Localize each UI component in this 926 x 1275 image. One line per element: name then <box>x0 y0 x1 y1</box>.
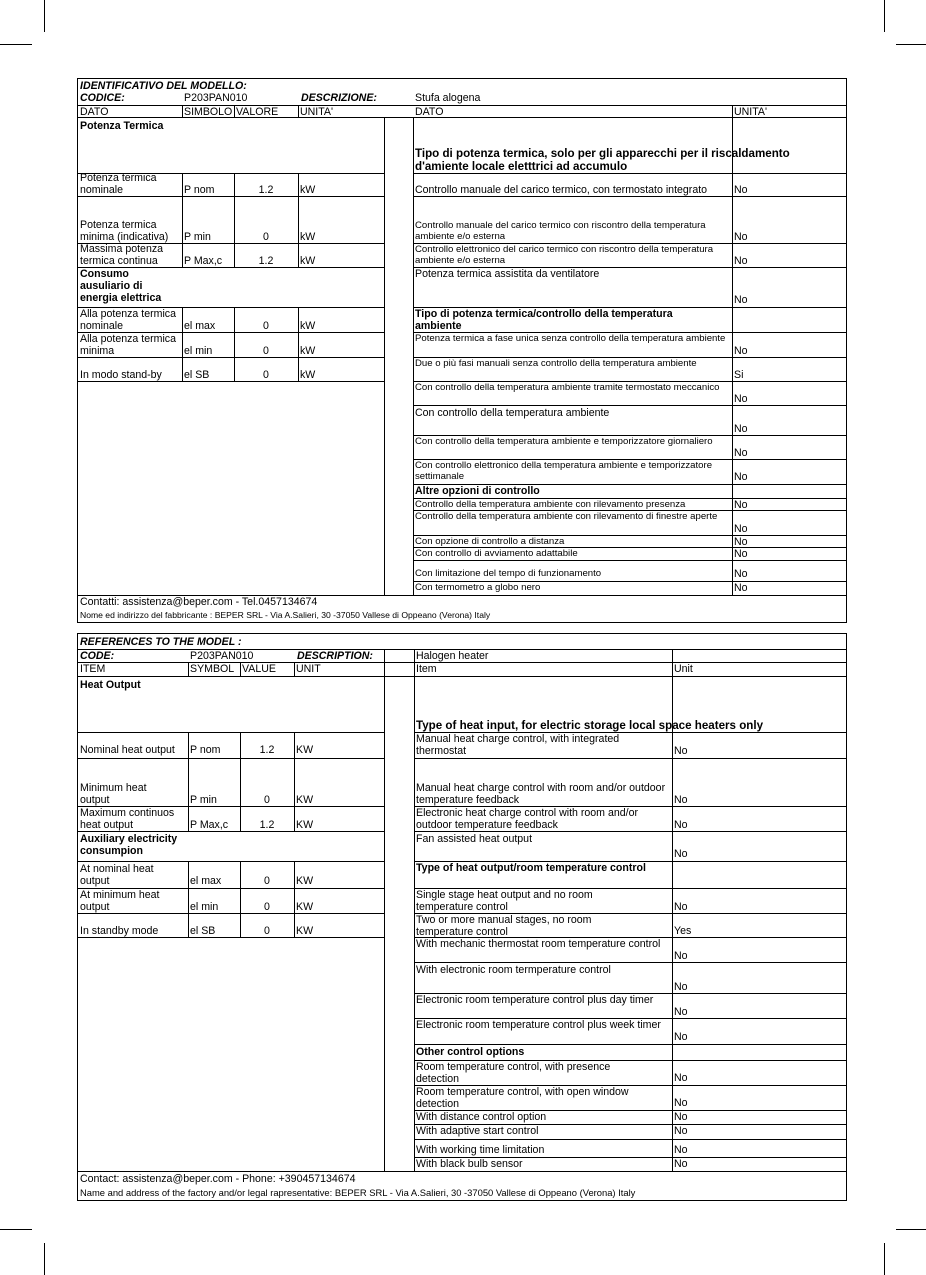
column-header: UNITA' <box>734 106 768 118</box>
row-symbol: el min <box>190 901 219 913</box>
column-header: ITEM <box>80 663 106 675</box>
code-label: CODICE: <box>80 92 125 104</box>
section-heading: Other control options <box>416 1046 525 1058</box>
row-symbol: el min <box>184 345 213 357</box>
description-value: Stufa alogena <box>415 92 481 104</box>
row-label: Con controllo elettronico della temperatura ambiente e temporizzatore settimanale <box>415 460 713 482</box>
crop-mark <box>896 1229 926 1230</box>
row-value: No <box>674 819 688 831</box>
description-value: Halogen heater <box>416 650 489 662</box>
row-label: In modo stand-by <box>80 369 162 381</box>
row-value: 0 <box>264 875 270 887</box>
row-unit: kW <box>300 231 316 243</box>
column-header: DATO <box>80 106 109 118</box>
row-label: Alla potenza termica minima <box>80 333 176 357</box>
row-value: No <box>674 848 688 860</box>
column-header: UNITA' <box>300 106 334 118</box>
row-label: Single stage heat output and no room temperature control <box>416 889 593 913</box>
row-unit: KW <box>296 925 314 937</box>
row-label: With working time limitation <box>416 1144 545 1156</box>
column-header: Unit <box>674 663 693 675</box>
row-label: With black bulb sensor <box>416 1158 523 1170</box>
description-label: DESCRIZIONE: <box>301 92 377 104</box>
row-value: 1.2 <box>259 819 275 831</box>
row-label: Potenza termica assistita da ventilatore <box>415 268 600 280</box>
row-label: Room temperature control, with open window detection <box>416 1086 629 1110</box>
model-id-title: REFERENCES TO THE MODEL : <box>80 636 242 648</box>
row-unit: kW <box>300 255 316 267</box>
row-symbol: P Max,c <box>184 255 223 267</box>
row-value: No <box>734 184 748 196</box>
crop-mark <box>0 1229 32 1230</box>
column-header: VALUE <box>242 663 276 675</box>
row-label: At nominal heat output <box>80 863 154 887</box>
row-value: No <box>734 568 748 580</box>
row-value: No <box>734 231 748 243</box>
row-label: Potenza termica nominale <box>80 172 157 196</box>
section-heading: Tipo di potenza termica, solo per gli apparecchi per il riscaldamento d'amiente locale eletttrici ad accumulo <box>415 147 790 173</box>
column-header: Item <box>416 663 437 675</box>
section-heading: Consumo ausuliario di energia elettrica <box>80 268 162 304</box>
row-symbol: P nom <box>184 184 215 196</box>
crop-mark <box>0 44 32 45</box>
row-unit: kW <box>300 345 316 357</box>
column-header: VALORE <box>236 106 279 118</box>
contact-line: Contact: assistenza@beper.com - Phone: +390457134674 <box>80 1173 356 1185</box>
row-value: No <box>734 499 748 511</box>
row-value: 0 <box>263 320 269 332</box>
row-value: No <box>734 294 748 306</box>
row-label: Maximum continuos heat output <box>80 807 175 831</box>
section-heading: Auxiliary electricity consumpion <box>80 833 178 857</box>
row-label: Two or more manual stages, no room temperature control <box>416 914 592 938</box>
crop-mark <box>884 1243 885 1275</box>
code-value: P203PAN010 <box>190 650 254 662</box>
row-value: 1.2 <box>258 184 274 196</box>
row-symbol: P nom <box>190 744 221 756</box>
code-label: CODE: <box>80 650 115 662</box>
row-value: 0 <box>264 794 270 806</box>
row-value: 0 <box>264 901 270 913</box>
row-value: No <box>734 582 748 594</box>
manufacturer-line: Nome ed indirizzo del fabbricante : BEPER SRL - Via A.Salieri, 30 -37050 Vallese di Oppeano (Verona) Italy <box>80 610 491 620</box>
row-symbol: P Max,c <box>190 819 229 831</box>
row-value: No <box>674 1031 688 1043</box>
row-value: 0 <box>264 925 270 937</box>
row-value: No <box>674 794 688 806</box>
row-value: No <box>734 393 748 405</box>
section-heading: Tipo di potenza termica/controllo della temperatura ambiente <box>415 308 673 332</box>
row-unit: KW <box>296 794 314 806</box>
row-value: No <box>734 536 748 548</box>
row-label: Con controllo della temperatura ambiente tramite termostato meccanico <box>415 382 720 393</box>
row-unit: kW <box>300 320 316 332</box>
row-value: 1.2 <box>258 255 274 267</box>
row-label: With adaptive start control <box>416 1125 539 1137</box>
column-header: SIMBOLO <box>184 106 233 118</box>
row-value: Yes <box>674 925 692 937</box>
row-label: Con limitazione del tempo di funzionamento <box>415 568 602 579</box>
code-value: P203PAN010 <box>184 92 248 104</box>
row-unit: KW <box>296 744 314 756</box>
row-unit: KW <box>296 819 314 831</box>
row-label: Con opzione di controllo a distanza <box>415 536 565 547</box>
row-label: Manual heat charge control, with integrated thermostat <box>416 733 620 757</box>
row-value: No <box>674 745 688 757</box>
row-label: Controllo della temperatura ambiente con rilevamento presenza <box>415 499 686 510</box>
row-unit: kW <box>300 369 316 381</box>
row-label: Potenza termica minima (indicativa) <box>80 219 169 243</box>
section-heading: Type of heat output/room temperature control <box>416 862 646 874</box>
row-symbol: el SB <box>190 925 216 937</box>
row-value: No <box>674 1072 688 1084</box>
row-label: Massima potenza termica continua <box>80 243 164 267</box>
row-label: At minimum heat output <box>80 889 160 913</box>
row-label: Controllo della temperatura ambiente con rilevamento di finestre aperte <box>415 511 718 522</box>
row-label: Minimum heat output <box>80 782 147 806</box>
row-value: No <box>674 1111 688 1123</box>
row-value: No <box>734 471 748 483</box>
row-symbol: P min <box>184 231 211 243</box>
row-value: No <box>674 1144 688 1156</box>
row-value: No <box>674 1158 688 1170</box>
contact-line: Contatti: assistenza@beper.com - Tel.0457134674 <box>80 596 318 608</box>
row-label: With mechanic thermostat room temperature control <box>416 938 661 950</box>
row-label: Potenza termica a fase unica senza controllo della temperatura ambiente <box>415 333 726 344</box>
row-symbol: P min <box>190 794 217 806</box>
row-value: No <box>734 345 748 357</box>
row-unit: kW <box>300 184 316 196</box>
column-header: SYMBOL <box>190 663 235 675</box>
row-label: Con controllo della temperatura ambiente e temporizzatore giornaliero <box>415 436 713 447</box>
crop-mark <box>44 0 45 32</box>
datasheet-italian <box>77 78 847 623</box>
row-label: Electronic room temperature control plus week timer <box>416 1019 661 1031</box>
row-value: No <box>734 255 748 267</box>
row-label: With distance control option <box>416 1111 547 1123</box>
row-label: Electronic heat charge control with room and/or outdoor temperature feedback <box>416 807 638 831</box>
description-label: DESCRIPTION: <box>297 650 373 662</box>
crop-mark <box>896 44 926 45</box>
row-label: Nominal heat output <box>80 744 175 756</box>
manufacturer-line: Name and address of the factory and/or legal rapresentative: BEPER SRL - Via A.Salieri, 30 -37050 Vallese di Oppeano (Verona) Italy <box>80 1187 636 1198</box>
row-unit: KW <box>296 901 314 913</box>
row-value: No <box>674 1097 688 1109</box>
row-value: 0 <box>263 231 269 243</box>
column-header: UNIT <box>296 663 321 675</box>
row-value: No <box>674 901 688 913</box>
row-label: Room temperature control, with presence detection <box>416 1061 611 1085</box>
row-symbol: el max <box>184 320 216 332</box>
row-value: 0 <box>263 345 269 357</box>
row-label: Con controllo di avviamento adattabile <box>415 548 578 559</box>
row-value: Si <box>734 369 744 381</box>
section-heading: Altre opzioni di controllo <box>415 485 540 497</box>
row-label: Controllo manuale del carico termico con riscontro della temperatura ambiente e/o esterna <box>415 220 706 242</box>
column-header: DATO <box>415 106 444 118</box>
crop-mark <box>884 0 885 32</box>
section-heading: Type of heat input, for electric storage local space heaters only <box>416 719 764 732</box>
row-symbol: el max <box>190 875 222 887</box>
row-value: No <box>734 423 748 435</box>
section-heading: Potenza Termica <box>80 120 164 132</box>
row-value: No <box>674 1125 688 1137</box>
model-id-title: IDENTIFICATIVO DEL MODELLO: <box>80 80 247 92</box>
row-value: No <box>734 523 748 535</box>
row-symbol: el SB <box>184 369 210 381</box>
row-label: Con controllo della temperatura ambiente <box>415 407 610 419</box>
row-label: Due o più fasi manuali senza controllo della temperatura ambiente <box>415 358 697 369</box>
row-value: No <box>674 1006 688 1018</box>
crop-mark <box>44 1243 45 1275</box>
row-value: No <box>674 950 688 962</box>
row-value: No <box>734 447 748 459</box>
row-label: Fan assisted heat output <box>416 833 533 845</box>
row-value: 1.2 <box>259 744 275 756</box>
row-value: No <box>734 548 748 560</box>
row-label: Con termometro a globo nero <box>415 582 541 593</box>
row-value: 0 <box>263 369 269 381</box>
row-value: No <box>674 981 688 993</box>
datasheet-english <box>77 633 847 1201</box>
row-label: Alla potenza termica nominale <box>80 308 176 332</box>
row-label: Manual heat charge control with room and/or outdoor temperature feedback <box>416 782 666 806</box>
row-label: Controllo manuale del carico termico, con termostato integrato <box>415 184 708 196</box>
row-label: Controllo elettronico del carico termico con riscontro della temperatura ambiente e/o esterna <box>415 244 714 266</box>
row-label: With electronic room termperature control <box>416 964 611 976</box>
row-label: In standby mode <box>80 925 159 937</box>
section-heading: Heat Output <box>80 679 141 691</box>
row-unit: KW <box>296 875 314 887</box>
row-label: Electronic room temperature control plus day timer <box>416 994 654 1006</box>
